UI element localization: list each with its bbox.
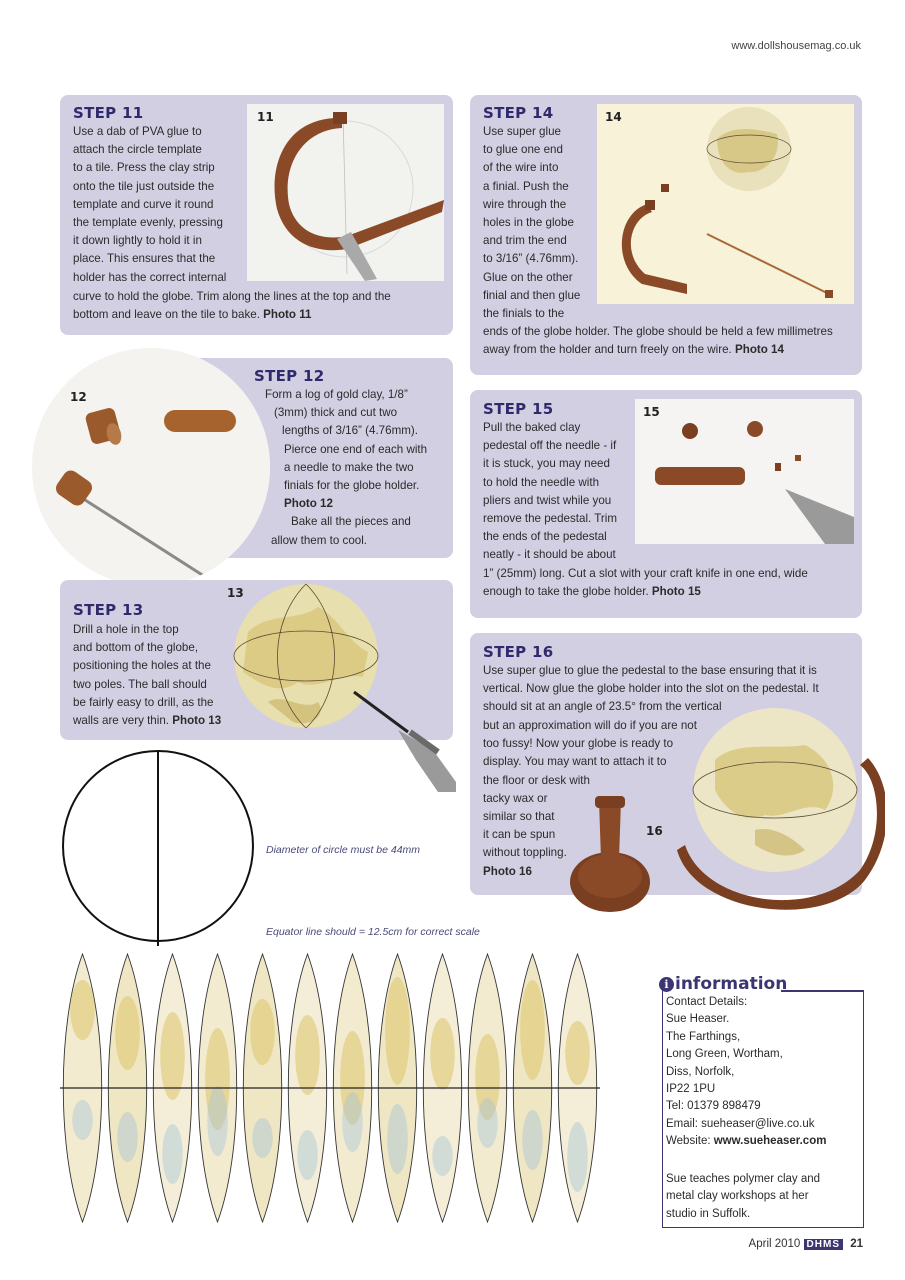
text-line: the template evenly, pressing: [73, 216, 223, 230]
text-line: pliers and twist while you: [483, 493, 612, 507]
step-14-text: [483, 123, 598, 323]
text-line: Diss, Norfolk,: [666, 1065, 735, 1078]
text-line: to a tile. Press the clay strip: [73, 161, 215, 175]
text-line: to glue one end: [483, 143, 563, 157]
step-12-title: STEP 12: [254, 367, 325, 385]
text-line: too fussy! Now your globe is ready to: [483, 737, 674, 751]
issue-date: April 2010: [748, 1238, 801, 1250]
text-line: holder has the correct internal: [73, 270, 227, 284]
step-11-text-wide: curve to hold the globe. Trim along the lines at the top and the bottom and leave on the tile to bake. Photo 11: [73, 290, 391, 322]
photo-11: [247, 104, 444, 281]
gore-landmass: [430, 1018, 455, 1090]
gore-sea: [387, 1104, 408, 1174]
text-line: display. You may want to attach it to: [483, 755, 667, 769]
text-line: IP22 1PU: [666, 1083, 716, 1096]
step-15-title: STEP 15: [483, 400, 554, 418]
step-14-text-wide: ends of the globe holder. The globe should be held a few millimetres away from the holder and turn freely on the wire. Photo 14: [483, 325, 833, 357]
text-line: Long Green, Wortham,: [666, 1048, 783, 1061]
text-line: a finial. Push the: [483, 179, 569, 193]
step-11-title: STEP 11: [73, 104, 144, 122]
text-line: Use super glue to glue the pedestal to the base ensuring that it is: [483, 664, 817, 677]
step-11-text: [73, 123, 253, 287]
circle-template: [60, 748, 260, 948]
text-line: and trim the end: [483, 234, 567, 248]
photo-12: [32, 348, 270, 586]
gore-sea: [207, 1086, 228, 1156]
gore-landmass: [250, 999, 275, 1065]
gore-sea: [567, 1122, 588, 1192]
text-line: the finials to the: [483, 307, 565, 321]
text-line: The Farthings,: [666, 1030, 741, 1043]
clay-finials-image: [32, 348, 270, 586]
footer: [749, 1238, 863, 1250]
text-line: attach the circle template: [73, 143, 202, 157]
equator-caption: Equator line should = 12.5cm for correct scale: [266, 926, 480, 938]
text-line: metal clay workshops at her: [666, 1190, 809, 1203]
finished-globe-image: [565, 700, 885, 920]
text-line: similar so that: [483, 810, 555, 824]
text-line: and bottom of the globe,: [73, 641, 199, 655]
contact-details: Contact Details: Sue Heaser. The Farthings, Long Green, Wortham, Diss, Norfolk, IP22 1PU Tel: 01379 898479 Email: sueheaser@live.co.uk Website: www.sueheaser.com: [666, 994, 861, 1151]
pedestal-image: [635, 399, 854, 544]
gore-landmass: [160, 1012, 185, 1100]
info-title: information: [675, 974, 788, 994]
text-line: studio in Suffolk.: [666, 1207, 751, 1220]
text-line: tacky wax or: [483, 791, 548, 805]
globe-drilling-image: [228, 582, 456, 792]
text-line: two poles. The ball should: [73, 677, 207, 691]
photo-16-number: 16: [646, 824, 663, 838]
gore-sea: [162, 1124, 183, 1184]
website-url: www.dollshousemag.co.uk: [731, 40, 861, 52]
step-14-panel: [470, 95, 862, 375]
info-heading: [659, 974, 787, 994]
step-16-text: but an approximation will do if you are not too fussy! Now your globe is ready to display. You may want to attach it to the floor or desk with tacky wax or similar so that it can be spun without toppling. Photo 16: [483, 717, 743, 881]
text-line: place. This ensures that the: [73, 252, 216, 266]
magazine-logo: DHMS: [804, 1239, 843, 1250]
text-line: should sit at an angle of 23.5° from the vertical: [483, 700, 722, 714]
photo-14-number: 14: [605, 110, 622, 124]
text-line: to 3/16” (4.76mm).: [483, 252, 579, 266]
step-13-title: STEP 13: [73, 601, 144, 619]
text-line: be fairly easy to drill, as the: [73, 695, 214, 709]
text-line: it down lightly to hold it in: [73, 234, 202, 248]
website-link[interactable]: www.sueheaser.com: [713, 1135, 827, 1148]
text-line: remove the pedestal. Trim: [483, 512, 618, 526]
globe-gores-template: [60, 950, 600, 1230]
text-line: it can be spun: [483, 828, 556, 842]
text-line: to hold the needle with: [483, 475, 600, 489]
text-line: Drill a hole in the top: [73, 623, 179, 636]
text-line: the ends of the pedestal: [483, 530, 607, 544]
info-top-rule: [781, 990, 863, 992]
gore-sea: [432, 1136, 453, 1176]
step-14-title: STEP 14: [483, 104, 554, 122]
text-line: Sue teaches polymer clay and: [666, 1173, 821, 1185]
photo-15-number: 15: [643, 405, 660, 419]
gore-landmass: [520, 980, 545, 1080]
clay-holder-on-tile-image: [247, 104, 444, 281]
step-15-panel: [470, 390, 862, 618]
text-line: the floor or desk with: [483, 773, 590, 787]
step-12-text: Form a log of gold clay, 1/8” (3mm) thick and cut two lengths of 3/16” (4.76mm). Pierce one end of each with a needle to make the two finials for the globe holder. Photo 12 Bake all the pieces and allow them to cool.: [265, 388, 428, 547]
text-line: template and curve it round: [73, 197, 214, 211]
globe-and-holder-image: [597, 104, 854, 304]
photo-15: [635, 399, 854, 544]
gore-landmass: [115, 996, 140, 1070]
text-line: Glue on the other: [483, 270, 573, 284]
text-line: Pull the baked clay: [483, 421, 581, 434]
text-line: pedestal off the needle - if: [483, 439, 617, 453]
text-line: Use super glue: [483, 125, 561, 138]
text-line: onto the tile just outside the: [73, 179, 215, 193]
photo-12-number: 12: [70, 390, 87, 404]
text-line: vertical. Now glue the globe holder into the slot on the pedestal. It: [483, 682, 819, 696]
text-line: without toppling.: [483, 846, 567, 860]
text-line: Email: sueheaser@live.co.uk: [666, 1117, 815, 1130]
gore-sea: [297, 1130, 318, 1180]
gore-landmass: [385, 977, 410, 1085]
circle-caption: Diameter of circle must be 44mm: [266, 844, 421, 856]
text-line: of the wire into: [483, 161, 559, 175]
gore-sea: [117, 1112, 138, 1162]
photo-11-number: 11: [257, 110, 274, 124]
photo-14: [597, 104, 854, 304]
gore-sea: [252, 1118, 273, 1158]
step-16-title: STEP 16: [483, 643, 554, 661]
step-13-text: Drill a hole in the top and bottom of the globe, positioning the holes at the two poles. The ball should be fairly easy to drill, as the walls are very thin. Photo 13: [73, 621, 253, 730]
gore-sea: [522, 1110, 543, 1170]
text-line: but an approximation will do if you are not: [483, 719, 697, 732]
gore-sea: [342, 1092, 363, 1152]
step-15-text-wide: 1” (25mm) long. Cut a slot with your craft knife in one end, wide enough to take the globe holder. Photo 15: [483, 567, 808, 599]
author-bio: [666, 1171, 861, 1223]
step-15-text: [483, 419, 643, 565]
text-line: holes in the globe: [483, 216, 574, 230]
info-icon: i: [659, 977, 674, 992]
step-11-panel: [60, 95, 453, 335]
text-line: wire through the: [483, 197, 567, 211]
text-line: Use a dab of PVA glue to: [73, 125, 202, 138]
gore-sea: [72, 1100, 93, 1140]
text-line: it is stuck, you may need: [483, 457, 610, 471]
text-line: Tel: 01379 898479: [666, 1100, 761, 1113]
gore-landmass: [70, 980, 95, 1040]
text-line: neatly - it should be about: [483, 548, 616, 562]
text-line: finial and then glue: [483, 288, 581, 302]
gore-sea: [477, 1098, 498, 1148]
information-box: [662, 974, 864, 1228]
page-number: 21: [850, 1238, 863, 1250]
photo-13-number: 13: [227, 586, 244, 600]
text-line: positioning the holes at the: [73, 659, 211, 673]
gore-landmass: [565, 1021, 590, 1085]
text-line: Contact Details:: [666, 996, 748, 1008]
text-line: Sue Heaser.: [666, 1013, 730, 1026]
gore-landmass: [295, 1015, 320, 1095]
